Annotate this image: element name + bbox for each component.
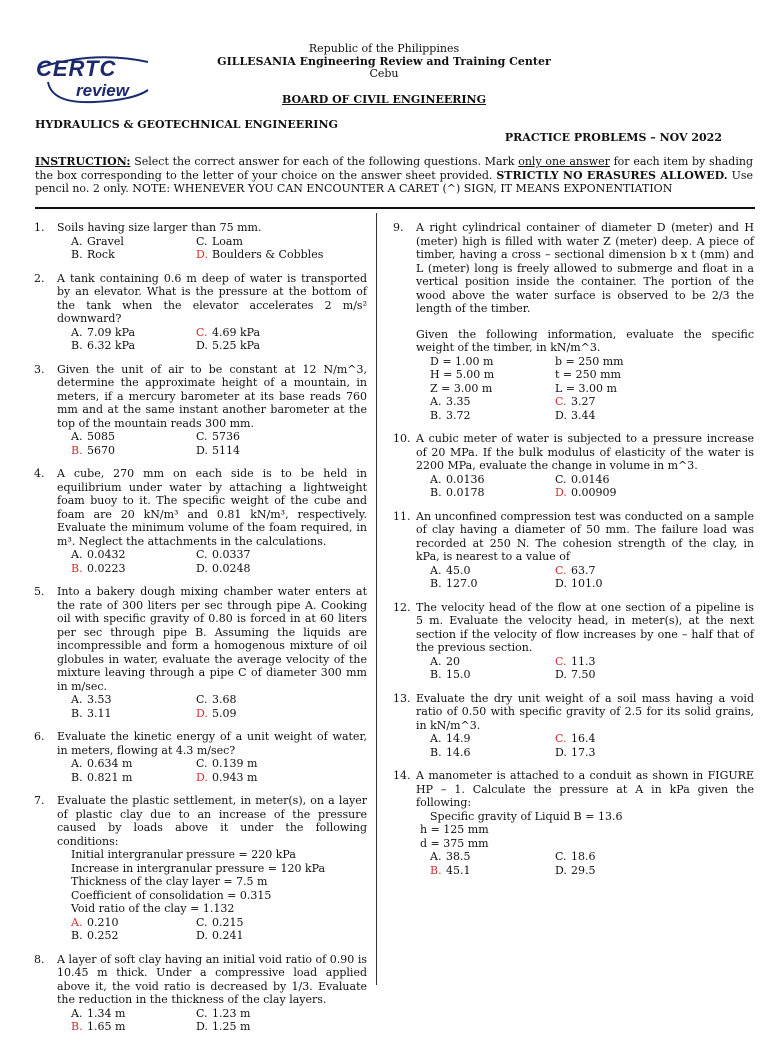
choices-grid <box>57 430 367 457</box>
choice-text: 0.0223 <box>87 561 126 575</box>
choice-text: 14.6 <box>446 745 471 759</box>
choice-text: 101.0 <box>571 577 603 590</box>
choice-text: 0.634 m <box>87 757 133 770</box>
question-text: A cubic meter of water is subjected to a pressure increase of 20 MPa. If the bulk modulus of elasticity of the water is 2200 MPa, evaluate the change in volume in m^3. <box>416 432 754 472</box>
choice-letter: A. <box>71 1006 83 1020</box>
choice-letter: B. <box>71 770 83 784</box>
choice-letter: A. <box>71 325 83 339</box>
choice-letter: B. <box>430 745 442 759</box>
choice-text: 14.9 <box>446 732 471 745</box>
choice-option[interactable] <box>71 430 196 444</box>
question-text: A right cylindrical container of diameter D (meter) and H (meter) high is filled with water Z (meter) deep. A piece of timber, having a cross – sectional dimension b x t (mm) and L (meter) long is freely allowed to submerge and float in a vertical position inside the container. The portion of the wood above the water surface is observed to be 2/3 the length of the timber. <box>416 221 754 315</box>
choice-option[interactable] <box>555 486 675 500</box>
subject-title: HYDRAULICS & GEOTECHNICAL ENGINEERING <box>35 118 338 131</box>
header-board: BOARD OF CIVIL ENGINEERING <box>281 93 487 106</box>
given-value: L = 3.00 m <box>555 381 617 395</box>
choice-text: 6.32 kPa <box>87 339 136 352</box>
choice-text: 1.65 m <box>87 1020 126 1033</box>
question-number: 5. <box>34 585 45 598</box>
question-item <box>34 953 367 1034</box>
choice-option[interactable] <box>555 577 675 591</box>
choice-letter: C. <box>555 850 567 863</box>
choice-text: 3.11 <box>87 706 112 720</box>
question-number: 8. <box>34 952 45 966</box>
choice-letter: B. <box>71 561 83 575</box>
question-text: Evaluate the kinetic energy of a unit weight of water, in meters, flowing at 4.3 m/sec? <box>57 730 367 757</box>
given-line: Specific gravity of Liquid B = 13.6 <box>430 809 623 823</box>
choice-option[interactable] <box>430 850 555 864</box>
choices-grid <box>416 732 754 759</box>
choice-letter: D. <box>196 706 208 720</box>
choice-text: 3.35 <box>446 395 471 408</box>
question-text: Evaluate the plastic settlement, in meter(s), on a layer of plastic clay due to an increase of the pressure caused by loads above it under the following conditions: <box>57 794 367 848</box>
question-text: An unconfined compression test was conducted on a sample of clay having a diameter of 50 mm. The failure load was recorded at 250 N. The cohesion strength of the clay, in kPa, is nearest to a value of <box>416 509 754 563</box>
question-text: Given the unit of air to be constant at 12 N/m^3, determine the approximate height of a mountain, in meters, if a mercury barometer at its base reads 760 mm and at the same instant another barometer at the top of the mountain reads 300 mm. <box>57 362 367 430</box>
choices-grid <box>416 655 754 682</box>
question-number: 6. <box>34 730 45 743</box>
choice-option[interactable] <box>71 757 196 771</box>
question-item <box>34 794 367 943</box>
question-item <box>34 730 367 784</box>
choice-text: 0.943 m <box>212 770 258 784</box>
given-value: b = 250 mm <box>555 354 624 368</box>
given-line: Thickness of the clay layer = 7.5 m <box>71 875 268 888</box>
choice-option[interactable] <box>196 1020 316 1034</box>
choice-option[interactable] <box>71 929 196 943</box>
question-item <box>34 467 367 575</box>
question-number: 9. <box>393 221 404 234</box>
choice-option[interactable] <box>71 693 196 707</box>
choice-option[interactable] <box>430 655 555 669</box>
question-item <box>393 510 754 591</box>
choice-option[interactable] <box>71 707 196 721</box>
choice-letter: A. <box>71 430 83 443</box>
given-line: d = 375 mm <box>420 836 489 850</box>
choice-text: 0.139 m <box>212 757 258 770</box>
choice-letter: A. <box>71 693 83 706</box>
choice-letter: B. <box>71 248 83 261</box>
choice-text: 0.00909 <box>571 486 617 499</box>
choice-letter: A. <box>71 915 83 929</box>
choice-option[interactable] <box>555 564 675 578</box>
choice-letter: A. <box>430 850 442 863</box>
choice-option[interactable] <box>430 564 555 578</box>
question-item <box>393 601 754 682</box>
choice-text: 3.72 <box>446 408 471 422</box>
choice-letter: D. <box>196 248 208 261</box>
choice-option[interactable] <box>196 548 316 562</box>
choice-letter: B. <box>430 863 442 877</box>
question-text: A cube, 270 mm on each side is to be held in equilibrium under water by attaching a lightweight foam buoy to it. The specific weight of the cube and foam are 20 kN/m³ and 0.81 kN/m³, respectively. Evaluate the minimum volume of the foam required, in m³. Neglect the attachments in the calculations. <box>57 467 367 548</box>
choice-option[interactable] <box>430 395 555 409</box>
header-country: Republic of the Philippines <box>308 42 460 55</box>
choice-letter: C. <box>196 757 208 770</box>
choice-letter: A. <box>430 563 442 577</box>
logo-top-text: CERTC <box>36 56 117 81</box>
choice-option[interactable] <box>196 929 316 943</box>
choice-option[interactable] <box>196 444 316 458</box>
choice-option[interactable] <box>71 1020 196 1034</box>
choice-text: 1.23 m <box>212 1006 251 1020</box>
choice-letter: C. <box>196 234 208 248</box>
choices-grid <box>416 850 754 877</box>
choice-text: 45.1 <box>446 863 471 877</box>
choice-letter: D. <box>555 408 567 422</box>
choice-option[interactable] <box>196 1007 316 1021</box>
choice-text: 17.3 <box>571 745 596 759</box>
choice-text: 15.0 <box>446 668 471 681</box>
choice-letter: A. <box>430 472 442 486</box>
choice-text: 16.4 <box>571 732 596 745</box>
choice-option[interactable] <box>555 864 675 878</box>
choice-text: 1.25 m <box>212 1020 251 1033</box>
choice-option[interactable] <box>196 757 316 771</box>
choice-option[interactable] <box>430 746 555 760</box>
choice-letter: B. <box>71 929 83 942</box>
choice-option[interactable] <box>196 339 316 353</box>
choices-grid <box>416 395 754 422</box>
given-line: Coefficient of consolidation = 0.315 <box>71 888 272 902</box>
instruction-text-3: for each item by shading the box corresponding to the letter of your choice on the answer sheet provided. <box>35 155 753 182</box>
choice-option[interactable] <box>430 732 555 746</box>
choice-text: 3.68 <box>212 693 237 706</box>
choice-option[interactable] <box>71 235 196 249</box>
choice-text: 7.09 kPa <box>87 325 136 339</box>
header-divider <box>35 207 755 209</box>
given-value: t = 250 mm <box>555 368 621 381</box>
choice-text: 0.0432 <box>87 548 126 561</box>
choice-letter: B. <box>430 408 442 422</box>
question-item <box>34 585 367 720</box>
question-number: 11. <box>393 509 411 523</box>
choice-letter: B. <box>71 706 83 720</box>
choice-letter: C. <box>196 430 208 443</box>
question-text: A layer of soft clay having an initial void ratio of 0.90 is 10.45 m thick. Under a compressive load applied above it, the void ratio is decreased by 1/3. Evaluate the reduction in the thickness of the clay layers. <box>57 952 367 1006</box>
instruction-block <box>35 155 753 196</box>
question-number: 1. <box>34 221 45 234</box>
choice-option[interactable] <box>196 707 316 721</box>
instruction-text-4: STRICTLY NO ERASURES ALLOWED. <box>496 168 728 182</box>
choice-option[interactable] <box>196 693 316 707</box>
choice-letter: D. <box>196 339 208 352</box>
choice-text: 0.0178 <box>446 486 485 499</box>
choices-grid <box>57 693 367 720</box>
given-line: Increase in intergranular pressure = 120 kPa <box>71 861 326 875</box>
question-number: 13. <box>393 691 411 705</box>
choice-text: 7.50 <box>571 668 596 681</box>
right-question-column <box>393 221 754 887</box>
choice-letter: D. <box>196 1020 208 1033</box>
choice-option[interactable] <box>71 339 196 353</box>
choice-letter: A. <box>71 234 83 248</box>
choice-letter: B. <box>430 577 442 590</box>
question-item <box>393 692 754 760</box>
choice-text: 29.5 <box>571 863 596 877</box>
question-item <box>34 363 367 458</box>
choice-option[interactable] <box>196 235 316 249</box>
choice-text: 5085 <box>87 430 115 443</box>
choice-text: 5670 <box>87 443 115 457</box>
choice-option[interactable] <box>71 771 196 785</box>
choice-option[interactable] <box>430 577 555 591</box>
given-value: D = 1.00 m <box>430 354 494 368</box>
choice-text: 0.0146 <box>571 472 610 486</box>
choice-letter: D. <box>196 929 208 942</box>
choice-text: 127.0 <box>446 577 478 590</box>
choice-text: 5114 <box>212 443 240 457</box>
question-text: The velocity head of the flow at one section of a pipeline is 5 m. Evaluate the velocity head, in meter(s), at the next section if the velocity of flow increases by one – half that of the previous section. <box>416 600 754 654</box>
choice-option[interactable] <box>71 1007 196 1021</box>
choices-grid <box>57 1007 367 1034</box>
question-text: Soils having size larger than 75 mm. <box>57 221 262 234</box>
choice-text: Loam <box>212 234 243 248</box>
choice-option[interactable] <box>555 655 675 669</box>
question-number: 7. <box>34 794 45 807</box>
choice-option[interactable] <box>71 248 196 262</box>
given-value: Z = 3.00 m <box>430 381 493 395</box>
given-line: h = 125 mm <box>420 823 489 836</box>
instruction-label: INSTRUCTION: <box>35 155 131 168</box>
choice-text: 20 <box>446 654 460 668</box>
given-grid <box>416 355 754 396</box>
choice-text: 0.0248 <box>212 561 251 575</box>
instruction-text-1: Select the correct answer for each of the following questions. Mark <box>130 155 519 168</box>
choice-option[interactable] <box>196 248 324 262</box>
header-institution: GILLESANIA Engineering Review and Training Center <box>217 55 551 68</box>
choice-option[interactable] <box>71 562 196 576</box>
choice-option[interactable] <box>555 732 675 746</box>
choice-letter: C. <box>196 915 208 929</box>
choice-text: 63.7 <box>571 563 596 577</box>
choice-letter: A. <box>71 548 83 561</box>
question-number: 3. <box>34 362 45 376</box>
question-item <box>393 432 754 500</box>
choice-option[interactable] <box>430 864 555 878</box>
choices-grid <box>416 564 754 591</box>
choices-grid <box>57 326 367 353</box>
choice-text: 0.821 m <box>87 770 133 784</box>
instruction-text-2: only one answer <box>518 155 610 168</box>
choice-letter: A. <box>430 654 442 668</box>
choice-option[interactable] <box>430 486 555 500</box>
choices-grid <box>416 473 754 500</box>
given-line: Initial intergranular pressure = 220 kPa <box>71 848 296 861</box>
choice-letter: C. <box>555 654 567 668</box>
question-item <box>393 769 754 877</box>
choice-option[interactable] <box>555 850 675 864</box>
choice-text: 0.0337 <box>212 548 251 561</box>
choice-letter: D. <box>555 577 567 590</box>
choice-text: 0.241 <box>212 929 244 942</box>
given-value: H = 5.00 m <box>430 368 495 381</box>
question-text: Evaluate the dry unit weight of a soil mass having a void ratio of 0.50 with specific gravity of 2.5 for its solid grains, in kN/m^3. <box>416 691 754 732</box>
question-text: A tank containing 0.6 m deep of water is transported by an elevator. What is the pressure at the bottom of the tank when the elevator accelerates 2 m/s² downward? <box>57 271 367 325</box>
choice-text: Rock <box>87 248 115 261</box>
choice-letter: D. <box>555 486 567 499</box>
choice-text: Boulders & Cobbles <box>212 248 324 261</box>
choice-text: 5.09 <box>212 706 237 720</box>
choice-text: 4.69 kPa <box>212 325 261 339</box>
choice-option[interactable] <box>555 746 675 760</box>
choice-text: 45.0 <box>446 563 471 577</box>
choice-text: 18.6 <box>571 850 596 863</box>
choice-letter: A. <box>430 395 442 408</box>
question-item <box>34 272 367 353</box>
question-number: 10. <box>393 432 411 445</box>
choice-text: 3.53 <box>87 693 112 706</box>
choices-grid <box>57 757 367 784</box>
choice-option[interactable] <box>555 409 675 423</box>
choice-option[interactable] <box>196 771 316 785</box>
choice-letter: A. <box>430 732 442 745</box>
choice-text: 0.252 <box>87 929 119 942</box>
question-text: A manometer is attached to a conduit as shown in FIGURE HP – 1. Calculate the pressure at A in kPa given the following: <box>416 769 754 809</box>
choice-text: 38.5 <box>446 850 471 863</box>
choice-text: 0.210 <box>87 915 119 929</box>
choice-text: Gravel <box>87 234 124 248</box>
choices-grid <box>57 548 367 575</box>
column-divider <box>376 213 377 985</box>
choice-option[interactable] <box>196 326 316 340</box>
question-item <box>393 221 754 422</box>
choice-option[interactable] <box>71 916 196 930</box>
practice-title: PRACTICE PROBLEMS – NOV 2022 <box>504 131 722 144</box>
choice-option[interactable] <box>71 444 196 458</box>
choice-text: 3.27 <box>571 395 596 408</box>
header-city: Cebu <box>369 67 399 80</box>
question-number: 4. <box>34 467 45 480</box>
choice-option[interactable] <box>430 668 555 682</box>
choice-option[interactable] <box>555 668 675 682</box>
choice-option[interactable] <box>555 395 675 409</box>
choice-text: 0.215 <box>212 915 244 929</box>
choice-letter: C. <box>196 548 208 561</box>
choice-option[interactable] <box>430 409 555 423</box>
choice-letter: C. <box>555 563 567 577</box>
choice-letter: A. <box>71 757 83 770</box>
choice-letter: D. <box>196 770 208 784</box>
instruction-text-5: Use pencil no. 2 only. NOTE: WHENEVER YOU CAN ENCOUNTER A CARET (^) SIGN, IT MEANS EXPONENTIATION <box>35 168 753 195</box>
choice-text: 3.44 <box>571 408 596 422</box>
choices-grid <box>57 235 367 262</box>
choice-letter: C. <box>555 395 567 408</box>
choice-letter: C. <box>555 472 567 486</box>
choice-letter: D. <box>196 561 208 575</box>
choice-letter: B. <box>71 339 83 352</box>
choice-letter: B. <box>430 668 442 681</box>
choice-letter: D. <box>555 745 567 759</box>
choice-text: 5736 <box>212 430 240 443</box>
choice-option[interactable] <box>196 916 316 930</box>
choice-letter: C. <box>196 1006 208 1020</box>
choice-option[interactable] <box>71 326 196 340</box>
choice-letter: C. <box>555 732 567 745</box>
given-line: Void ratio of the clay = 1.132 <box>71 902 235 915</box>
choice-letter: B. <box>71 1020 83 1033</box>
choice-letter: B. <box>430 486 442 499</box>
choice-option[interactable] <box>430 473 555 487</box>
question-number: 14. <box>393 769 411 782</box>
choice-text: 1.34 m <box>87 1006 126 1020</box>
choice-letter: C. <box>196 325 208 339</box>
question-paragraph: Given the following information, evaluate the specific weight of the timber, in kN/m^3. <box>416 327 754 354</box>
logo-bottom-text: review <box>76 81 129 100</box>
question-text: Into a bakery dough mixing chamber water enters at the rate of 300 liters per sec through pipe A. Cooking oil with specific gravity of 0.80 is forced in at 60 liters per sec through pipe B. Assuming the liquids are incompressible and form a homogenous mixture of oil globules in water, evaluate the average velocity of the mixture leaving through a pipe C of diameter 300 mm in m/sec. <box>57 585 367 693</box>
choice-letter: D. <box>555 668 567 681</box>
left-question-column <box>34 221 367 1045</box>
question-number: 12. <box>393 600 411 614</box>
choice-option[interactable] <box>555 473 675 487</box>
choice-option[interactable] <box>196 562 316 576</box>
choice-letter: C. <box>196 693 208 706</box>
choices-grid <box>57 916 367 943</box>
choice-text: 5.25 kPa <box>212 339 261 352</box>
choice-option[interactable] <box>196 430 316 444</box>
choice-letter: D. <box>555 863 567 877</box>
question-item <box>34 221 367 262</box>
choice-text: 11.3 <box>571 654 596 668</box>
choice-text: 0.0136 <box>446 472 485 486</box>
choice-letter: B. <box>71 443 83 457</box>
choice-letter: D. <box>196 443 208 457</box>
question-number: 2. <box>34 271 45 285</box>
choice-option[interactable] <box>71 548 196 562</box>
